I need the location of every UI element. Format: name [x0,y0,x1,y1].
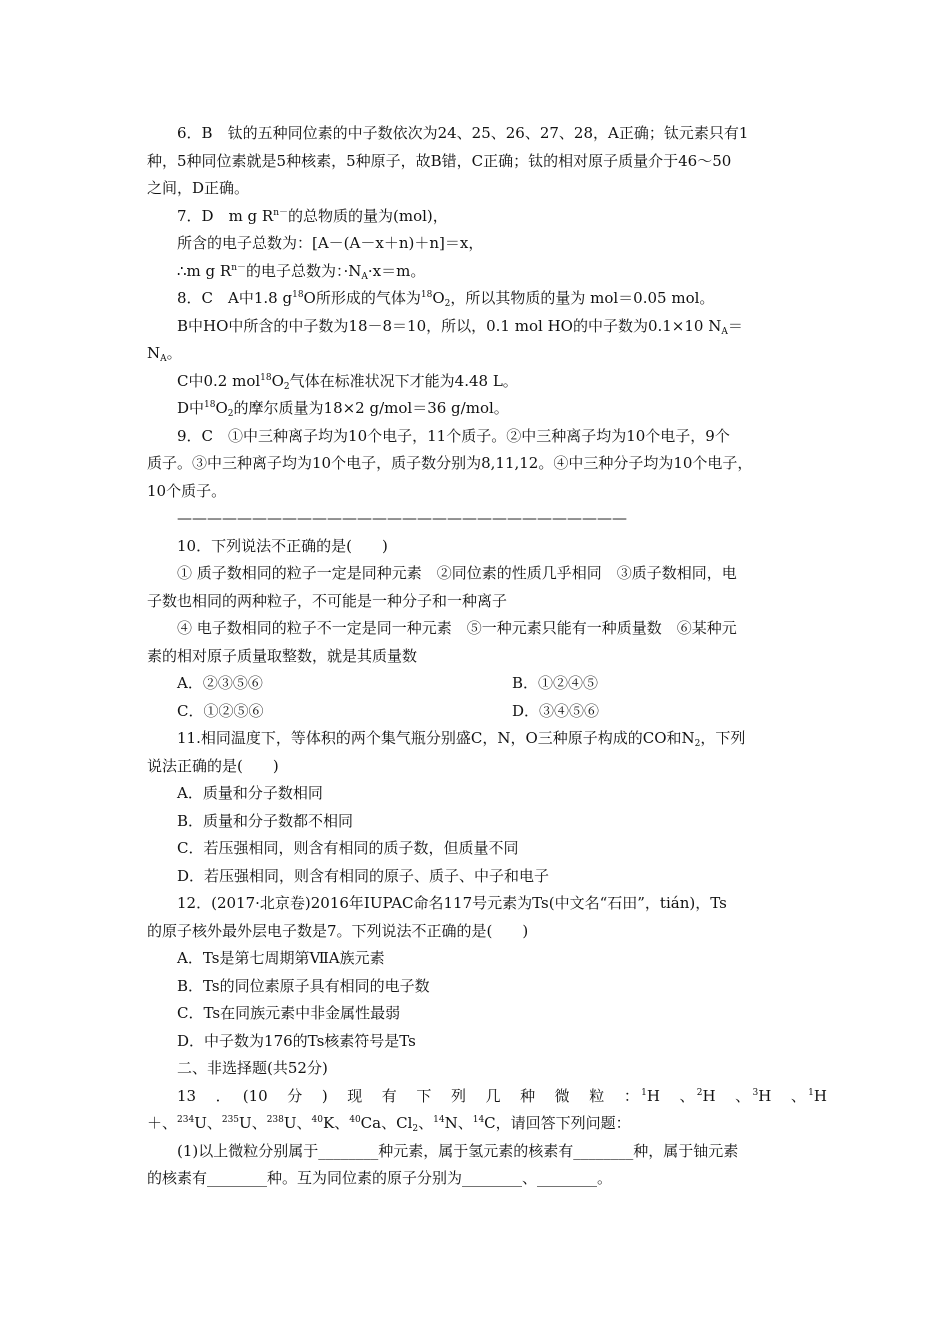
text-run: ＝ [727,316,743,335]
subscript: A [160,354,167,364]
document-body [147,120,827,1193]
option-d[interactable]: D．③④⑤⑥ [512,701,600,720]
answer-6-line-3: 之间，D正确。 [147,179,250,197]
text-run: ·x＝m。 [367,261,426,280]
text-run: 的总物质的量为(mol)， [288,206,448,225]
text-run: 的电子总数为：·N [246,261,362,280]
question-10-options-row-1 [147,670,827,698]
answer-9-line-2: 质子。③中三种离子均为10个电子，质子数分别为8,11,12。④中三种分子均为10个电子， [147,454,753,472]
text-run: 气体在标准状况下才能为4.48 L。 [289,371,518,390]
text-run: 8．C A中1.8 g [177,289,293,307]
answer-7-line-1 [147,203,827,231]
question-10-statement-3: ④ 电子数相同的粒子不一定是同一种元素 ⑤一种元素只能有一种质量数 ⑥某种元 [177,619,737,637]
question-12-option-b[interactable]: B．Ts的同位素原子具有相同的电子数 [177,976,430,995]
question-11-option-c[interactable]: C．若压强相同，则含有相同的质子数，但质量不同 [177,839,519,857]
answer-9-line-3: 10个质子。 [147,481,227,500]
answer-7-line-2: 所含的电子总数为：[A－(A－x＋n)＋n]＝x， [177,234,484,252]
text-run: H [813,1086,827,1105]
superscript: 40 [349,1115,361,1125]
text-run: U、 [283,1114,312,1132]
question-11-option-d[interactable]: D．若压强相同，则含有相同的原子、质子、中子和电子 [177,866,550,885]
text-run: H 、 [702,1086,753,1105]
text-run: ＋、 [147,1114,178,1132]
option-b[interactable]: B．①②④⑤ [512,674,599,692]
question-10-statement-1: ① 质子数相同的粒子一定是同种元素 ②同位素的性质几乎相同 ③质子数相同，电 [177,564,737,582]
superscript: 18 [204,400,216,410]
text-run: O [432,289,445,307]
superscript: n－ [231,262,246,273]
answer-8-line-5 [147,395,827,423]
question-10-statement-4: 素的相对原子质量取整数，就是其质量数 [147,646,418,665]
text-run: ，下列 [700,729,746,747]
subscript: 2 [444,299,451,309]
superscript: 234 [177,1115,195,1125]
question-10-statement-2: 子数也相同的两种粒子，不可能是一种分子和一种离子 [147,591,508,610]
superscript: 3 [752,1087,759,1098]
option-a[interactable]: A．②③⑤⑥ [177,674,263,692]
question-10-options-row-2 [147,698,827,726]
subscript: A [361,271,368,282]
superscript: 2 [696,1087,703,1098]
answer-6-line-1: 6．B 钛的五种同位素的中子数依次为24、25、26、27、28，A正确；钛元素只有1 [177,124,749,142]
text-run: Ca、Cl [360,1114,413,1132]
text-run: N [147,344,161,362]
text-run: ，所以其物质的量为 mol＝0.05 mol。 [450,289,715,307]
text-run: D中 [177,399,205,417]
text-run: O [215,399,228,417]
question-12-option-a[interactable]: A．Ts是第七周期第ⅦA族元素 [177,949,385,967]
text-run: O [271,371,284,390]
text-run: B中HO中所含的中子数为18－8＝10，所以，0.1 mol HO的中子数为0.1×10 N [177,316,722,335]
question-13-stem-1 [147,1083,827,1111]
section-heading: 二、非选择题(共52分) [177,1059,328,1077]
text-run: N、 [444,1114,473,1132]
question-11-option-a[interactable]: A．质量和分子数相同 [177,784,323,802]
text-run: K、 [323,1114,350,1132]
subscript: 2 [412,1124,419,1134]
superscript: n－ [273,207,289,218]
question-12-option-c[interactable]: C．Ts在同族元素中非金属性最弱 [177,1004,401,1022]
text-run: 11.相同温度下，等体积的两个集气瓶分别盛C，N，O三种原子构成的CO和N [177,729,695,747]
question-12-stem-2: 的原子核外最外层电子数是7。下列说法不正确的是( ) [147,921,529,940]
answer-8-line-3 [147,340,827,368]
text-run: 、 [418,1114,434,1132]
answer-6-line-2: 种，5种同位素就是5种核素，5种原子，故B错，C正确；钛的相对原子质量介于46～50 [147,151,732,170]
superscript: 238 [266,1115,284,1125]
superscript: 14 [433,1115,445,1125]
subscript: A [721,326,728,337]
question-11-option-b[interactable]: B．质量和分子数都不相同 [177,811,354,830]
text-run: H 、 [758,1086,809,1105]
text-run: 的摩尔质量为18×2 g/mol＝36 g/mol。 [233,399,509,417]
question-13-part-1-line-1: (1)以上微粒分别属于________种元素，属于氢元素的核素有________种，属于铀元素 [177,1141,739,1160]
text-run: H 、 [646,1086,697,1105]
text-run: U、 [239,1114,267,1132]
superscript: 14 [472,1115,485,1125]
text-run: 。 [166,344,182,362]
superscript: 1 [641,1087,647,1098]
superscript: 235 [221,1115,240,1125]
subscript: 2 [283,381,290,392]
superscript: 40 [311,1115,323,1125]
question-11-stem-2: 说法正确的是( ) [147,756,279,775]
question-12-stem-1: 12．(2017·北京卷)2016年IUPAC命名117号元素为Ts(中文名“石田”，tián)，Ts [177,894,727,912]
superscript: 18 [260,372,272,383]
answer-9-line-1: 9．C ①中三种离子均为10个电子，11个质子。②中三种离子均为10个电子，9个 [177,426,730,445]
option-c[interactable]: C．①②⑤⑥ [177,701,264,720]
question-10-stem: 10．下列说法不正确的是( ) [177,536,388,555]
text-run: C，请回答下列问题： [484,1114,631,1132]
question-13-part-1-line-2: 的核素有________种。互为同位素的原子分别为________、________。 [147,1169,613,1187]
section-divider: —————————————————————————————— [177,509,627,527]
question-11-stem-1 [147,725,827,753]
question-12-option-d[interactable]: D．中子数为176的Ts核素符号是Ts [177,1031,416,1050]
text-run: 7．D m g R [177,206,274,225]
text-run: ∴m g R [177,261,232,280]
text-run: 13 ． (10 分 ) 现 有 下 列 几 种 微 粒 ： [177,1086,642,1105]
subscript: 2 [227,409,234,419]
text-run: C中0.2 mol [177,371,261,390]
subscript: 2 [694,739,701,749]
answer-8-line-1 [147,285,827,313]
answer-8-line-4 [147,368,827,396]
answer-8-line-2 [147,313,827,341]
text-run: U、 [194,1114,222,1132]
text-run: O所形成的气体为 [303,289,421,307]
superscript: 1 [808,1087,814,1098]
superscript: 18 [420,290,433,300]
answer-7-line-3 [147,258,827,286]
question-13-stem-2 [147,1110,827,1138]
superscript: 18 [292,290,304,300]
